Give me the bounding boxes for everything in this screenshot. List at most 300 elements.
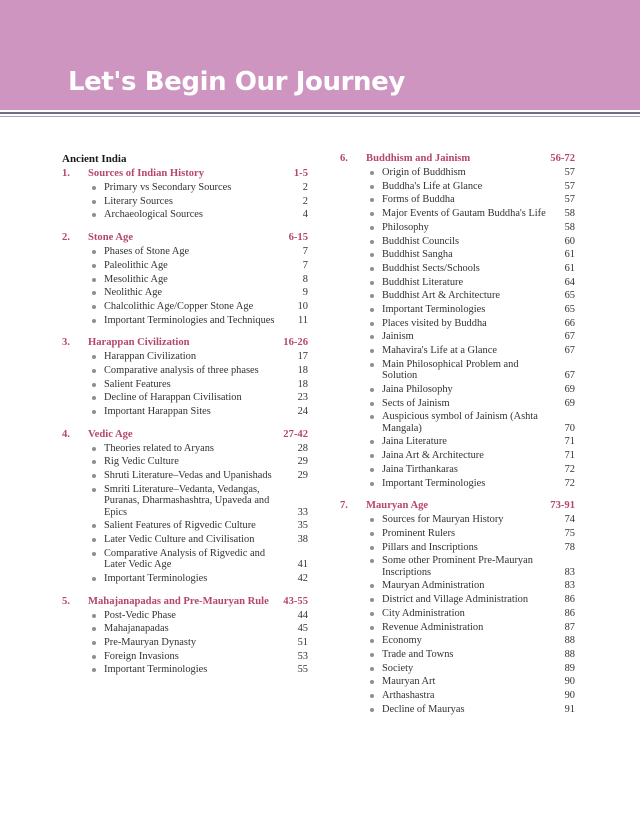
toc-entry[interactable]	[62, 272, 308, 286]
bullet-icon	[366, 411, 382, 423]
toc-entry-page: 89	[564, 662, 575, 674]
toc-entry[interactable]	[62, 636, 308, 650]
toc-entry[interactable]	[340, 193, 575, 207]
toc-entry-page: 67	[564, 370, 575, 382]
bullet-icon	[88, 379, 104, 391]
toc-entry-page: 72	[564, 477, 575, 489]
toc-entry-title: Jaina Art & Architecture	[382, 450, 484, 462]
toc-entry[interactable]	[340, 262, 575, 276]
toc-entry-page: 61	[564, 262, 575, 274]
toc-entry-page: 11	[297, 314, 308, 326]
toc-entry-title: Philosophy	[382, 221, 429, 233]
bullet-icon	[366, 542, 382, 554]
toc-entry-page: 41	[297, 559, 308, 571]
toc-entry-page: 29	[297, 470, 308, 482]
toc-entry[interactable]	[340, 579, 575, 593]
toc-entry[interactable]	[62, 378, 308, 392]
bullet-icon	[366, 167, 382, 179]
toc-entry-page: 60	[564, 235, 575, 247]
toc-entry-title: Comparative Analysis of Rigvedic and Later Vedic Age	[104, 547, 266, 571]
chapter-topic-list	[62, 442, 308, 586]
bullet-icon	[366, 181, 382, 193]
toc-entry-title: Main Philosophical Problem and Solution	[382, 358, 519, 382]
toc-entry-title: Important Terminologies	[382, 303, 486, 315]
toc-entry-title: Foreign Invasions	[104, 650, 179, 662]
chapter-number: 5.	[62, 595, 70, 607]
bullet-icon	[88, 456, 104, 468]
bullet-icon	[366, 249, 382, 261]
toc-entry[interactable]	[62, 442, 308, 456]
toc-entry-title: Shruti Literature–Vedas and Upanishads	[104, 470, 272, 482]
bullet-icon	[366, 384, 382, 396]
bullet-icon	[88, 274, 104, 286]
bullet-icon	[88, 651, 104, 663]
toc-entry-page: 74	[564, 514, 575, 526]
toc-entry[interactable]	[340, 166, 575, 180]
toc-entry[interactable]	[62, 364, 308, 378]
bullet-icon	[366, 528, 382, 540]
toc-entry[interactable]	[62, 245, 308, 259]
chapter-topic-list	[340, 166, 575, 490]
bullet-icon	[88, 637, 104, 649]
toc-entry-page: 55	[297, 664, 308, 676]
toc-entry-page: 69	[564, 397, 575, 409]
toc-entry-title: Jaina Tirthankaras	[382, 463, 458, 475]
toc-chapter	[62, 336, 308, 418]
toc-entry[interactable]	[62, 519, 308, 533]
toc-entry[interactable]	[340, 289, 575, 303]
bullet-icon	[366, 514, 382, 526]
toc-entry-title: Revenue Administration	[382, 621, 484, 633]
toc-entry[interactable]	[62, 405, 308, 419]
toc-entry[interactable]	[62, 195, 308, 209]
toc-entry-page: 29	[297, 456, 308, 468]
toc-entry-page: 38	[297, 534, 308, 546]
bullet-icon	[88, 392, 104, 404]
toc-entry-page: 65	[564, 290, 575, 302]
toc-entry[interactable]	[340, 513, 575, 527]
chapter-page-range: 56-72	[550, 153, 575, 164]
bullet-icon	[88, 246, 104, 258]
bullet-icon	[366, 649, 382, 661]
toc-entry-page: 87	[564, 621, 575, 633]
bullet-icon	[366, 263, 382, 275]
toc-entry-page: 24	[297, 406, 308, 418]
toc-entry-title: Decline of Harappan Civilisation	[104, 392, 242, 404]
toc-entry[interactable]	[62, 650, 308, 664]
bullet-icon	[88, 534, 104, 546]
chapter-title: Sources of Indian History	[88, 168, 205, 179]
toc-entry-title: Smriti Literature–Vedanta, Vedangas, Puranas, Dharmashashtra, Upaveda and Epics	[104, 483, 270, 518]
chapter-heading[interactable]	[340, 152, 575, 165]
chapter-title: Mahajanapadas and Pre-Mauryan Rule	[88, 595, 269, 607]
toc-entry-title: Decline of Mauryas	[382, 703, 465, 715]
toc-entry[interactable]	[62, 391, 308, 405]
toc-entry-title: Harappan Civilization	[104, 351, 197, 363]
bullet-icon	[366, 608, 382, 620]
toc-entry[interactable]	[62, 208, 308, 222]
bullet-icon	[88, 287, 104, 299]
chapter-number: 6.	[340, 153, 348, 164]
toc-entry[interactable]	[340, 634, 575, 648]
toc-entry-title: Places visited by Buddha	[382, 317, 487, 329]
bullet-icon	[366, 236, 382, 248]
bullet-icon	[88, 301, 104, 313]
toc-entry-page: 23	[297, 392, 308, 404]
chapter-topic-list	[62, 181, 308, 222]
toc-entry-page: 88	[564, 648, 575, 660]
toc-entry-page: 2	[302, 182, 308, 194]
toc-entry[interactable]	[340, 593, 575, 607]
toc-entry[interactable]	[340, 410, 575, 435]
toc-entry[interactable]	[62, 572, 308, 586]
toc-entry-page: 67	[564, 331, 575, 343]
bullet-icon	[366, 318, 382, 330]
toc-entry[interactable]	[340, 703, 575, 717]
toc-entry-page: 71	[564, 450, 575, 462]
chapter-page-range: 16-26	[283, 337, 308, 349]
toc-entry-title: Jaina Philosophy	[382, 383, 453, 395]
toc-entry-title: Chalcolithic Age/Copper Stone Age	[104, 300, 254, 312]
toc-entry[interactable]	[340, 180, 575, 194]
chapter-number: 2.	[62, 232, 70, 244]
toc-entry-page: 44	[297, 609, 308, 621]
chapter-topic-list	[62, 350, 308, 418]
chapter-title: Stone Age	[88, 232, 134, 244]
bullet-icon	[88, 196, 104, 208]
toc-entry-page: 58	[564, 208, 575, 220]
bullet-icon	[88, 664, 104, 676]
toc-entry[interactable]	[62, 483, 308, 520]
toc-entry-title: Society	[382, 662, 414, 674]
header-divider-thin	[0, 116, 640, 117]
chapter-number: 4.	[62, 428, 70, 440]
toc-entry[interactable]	[62, 663, 308, 677]
header-divider	[0, 112, 640, 114]
toc-entry[interactable]	[62, 547, 308, 572]
toc-entry-page: 57	[564, 180, 575, 192]
toc-chapter	[340, 152, 575, 490]
toc-entry-page: 28	[297, 442, 308, 454]
toc-entry[interactable]	[340, 554, 575, 579]
bullet-icon	[88, 443, 104, 455]
toc-entry[interactable]	[62, 350, 308, 364]
toc-entry-page: 71	[564, 436, 575, 448]
toc-entry[interactable]	[62, 181, 308, 195]
header-banner	[0, 0, 640, 110]
bullet-icon	[366, 594, 382, 606]
toc-entry-title: Pillars and Inscriptions	[382, 541, 478, 553]
toc-entry-page: 86	[564, 594, 575, 606]
toc-entry[interactable]	[340, 620, 575, 634]
bullet-icon	[366, 222, 382, 234]
toc-entry-page: 72	[564, 463, 575, 475]
toc-entry-page: 70	[564, 422, 575, 434]
toc-entry[interactable]	[62, 259, 308, 273]
toc-entry-page: 7	[302, 246, 308, 258]
toc-chapter	[62, 595, 308, 677]
toc-entry-title: Rig Vedic Culture	[104, 456, 179, 468]
toc-entry[interactable]	[340, 527, 575, 541]
toc-entry-title: Buddha's Life at Glance	[382, 180, 483, 192]
toc-entry-page: 91	[564, 703, 575, 715]
chapter-number: 3.	[62, 337, 70, 349]
bullet-icon	[366, 478, 382, 490]
toc-entry[interactable]	[62, 622, 308, 636]
bullet-icon	[88, 470, 104, 482]
toc-entry[interactable]	[340, 344, 575, 358]
toc-entry-title: Origin of Buddhism	[382, 167, 466, 179]
toc-entry-title: Later Vedic Culture and Civilisation	[104, 534, 255, 546]
toc-entry-title: Buddhist Art & Architecture	[382, 290, 501, 302]
toc-entry-title: Literary Sources	[104, 195, 173, 207]
bullet-icon	[366, 359, 382, 371]
toc-entry-title: Post-Vedic Phase	[104, 609, 176, 621]
toc-column-left	[62, 152, 308, 686]
toc-entry-title: Arthashastra	[382, 689, 435, 701]
toc-entry-title: Comparative analysis of three phases	[104, 364, 259, 376]
chapter-topic-list	[340, 513, 575, 716]
toc-entry[interactable]	[62, 533, 308, 547]
toc-entry-title: Neolithic Age	[104, 287, 163, 299]
toc-entry-title: Mesolithic Age	[104, 273, 168, 285]
bullet-icon	[88, 623, 104, 635]
toc-entry[interactable]	[340, 397, 575, 411]
toc-entry[interactable]	[340, 541, 575, 555]
toc-entry-title: Mauryan Art	[382, 676, 436, 688]
chapter-heading[interactable]	[62, 167, 308, 180]
toc-entry-page: 57	[564, 194, 575, 206]
bullet-icon	[366, 277, 382, 289]
toc-entry-title: Sources for Mauryan History	[382, 514, 504, 526]
bullet-icon	[366, 580, 382, 592]
bullet-icon	[88, 406, 104, 418]
toc-entry-title: Buddhist Sects/Schools	[382, 262, 480, 274]
toc-entry-page: 69	[564, 383, 575, 395]
bullet-icon	[366, 690, 382, 702]
toc-entry-page: 83	[564, 566, 575, 578]
toc-entry-title: Some other Prominent Pre-Mauryan Inscriptions	[382, 555, 533, 578]
chapter-number: 1.	[62, 168, 70, 179]
toc-entry-title: Buddhist Literature	[382, 276, 464, 288]
bullet-icon	[366, 290, 382, 302]
chapter-page-range: 6-15	[288, 232, 308, 244]
toc-entry-title: Buddhist Sangha	[382, 249, 453, 261]
toc-entry[interactable]	[62, 609, 308, 623]
chapter-title: Vedic Age	[88, 428, 133, 440]
toc-entry-page: 86	[564, 607, 575, 619]
toc-entry[interactable]	[340, 207, 575, 221]
toc-entry-page: 64	[564, 276, 575, 288]
section-title: Ancient India	[62, 153, 127, 165]
toc-entry-page: 53	[297, 650, 308, 662]
toc-entry-page: 7	[302, 259, 308, 271]
toc-entry-page: 66	[564, 317, 575, 329]
toc-entry-title: Phases of Stone Age	[104, 246, 190, 258]
toc-entry[interactable]	[340, 449, 575, 463]
toc-entry-page: 61	[564, 249, 575, 261]
toc-entry[interactable]	[340, 383, 575, 397]
bullet-icon	[366, 345, 382, 357]
toc-column-right	[340, 152, 575, 725]
bullet-icon	[366, 436, 382, 448]
toc-entry-title: Salient Features	[104, 378, 171, 390]
toc-entry-title: Paleolithic Age	[104, 259, 168, 271]
toc-entry-page: 88	[564, 635, 575, 647]
chapter-topic-list	[62, 245, 308, 327]
bullet-icon	[366, 331, 382, 343]
bullet-icon	[366, 704, 382, 716]
toc-entry[interactable]	[340, 689, 575, 703]
toc-entry[interactable]	[340, 303, 575, 317]
toc-entry[interactable]	[340, 476, 575, 490]
toc-entry-page: 9	[302, 287, 308, 299]
toc-entry-page: 75	[564, 527, 575, 539]
toc-entry-page: 57	[564, 167, 575, 179]
toc-entry-title: Jaina Literature	[382, 436, 447, 448]
toc-chapter	[62, 231, 308, 327]
toc-entry-title: Theories related to Aryans	[104, 442, 214, 454]
bullet-icon	[366, 194, 382, 206]
toc-entry-title: Important Terminologies and Techniques	[104, 314, 275, 326]
bullet-icon	[88, 548, 104, 560]
bullet-icon	[88, 610, 104, 622]
toc-entry-title: Mauryan Administration	[382, 580, 485, 592]
toc-entry[interactable]	[62, 455, 308, 469]
toc-entry-title: Primary vs Secondary Sources	[104, 182, 232, 194]
toc-entry-page: 8	[302, 273, 308, 285]
toc-entry-title: Jainism	[382, 331, 414, 343]
toc-entry-page: 17	[297, 351, 308, 363]
chapter-heading[interactable]	[62, 595, 308, 608]
toc-entry[interactable]	[340, 317, 575, 331]
chapter-heading[interactable]	[62, 336, 308, 349]
toc-entry-page: 35	[297, 520, 308, 532]
toc-entry-page: 4	[302, 209, 308, 221]
bullet-icon	[366, 635, 382, 647]
bullet-icon	[88, 573, 104, 585]
chapter-page-range: 73-91	[550, 500, 575, 512]
chapter-page-range: 27-42	[283, 428, 308, 440]
toc-chapter	[62, 428, 308, 586]
toc-entry-page: 83	[564, 580, 575, 592]
toc-chapter	[62, 167, 308, 222]
toc-entry[interactable]	[340, 662, 575, 676]
toc-entry-page: 58	[564, 221, 575, 233]
toc-entry-title: Prominent Rulers	[382, 527, 456, 539]
toc-entry-page: 45	[297, 623, 308, 635]
toc-entry-page: 67	[564, 345, 575, 357]
bullet-icon	[88, 484, 104, 496]
toc-entry[interactable]	[62, 286, 308, 300]
page-title: Let's Begin Our Journey	[68, 67, 405, 97]
toc-entry[interactable]	[340, 463, 575, 477]
bullet-icon	[88, 182, 104, 194]
bullet-icon	[88, 520, 104, 532]
chapter-title: Mauryan Age	[366, 500, 429, 512]
bullet-icon	[366, 676, 382, 688]
toc-entry-title: Major Events of Gautam Buddha's Life	[382, 208, 546, 220]
chapter-heading[interactable]	[62, 231, 308, 244]
toc-entry-page: 90	[564, 689, 575, 701]
bullet-icon	[366, 464, 382, 476]
toc-entry-page: 65	[564, 303, 575, 315]
toc-entry[interactable]	[340, 221, 575, 235]
bullet-icon	[88, 315, 104, 327]
chapter-heading[interactable]	[62, 428, 308, 441]
bullet-icon	[366, 450, 382, 462]
chapter-title: Harappan Civilization	[88, 337, 190, 349]
toc-entry-title: Important Terminologies	[382, 477, 486, 489]
toc-entry-page: 33	[297, 506, 308, 518]
toc-entry-title: Pre-Mauryan Dynasty	[104, 637, 197, 649]
bullet-icon	[366, 622, 382, 634]
toc-entry-page: 10	[297, 300, 308, 312]
bullet-icon	[366, 208, 382, 220]
bullet-icon	[88, 260, 104, 272]
toc-entry-title: Mahavira's Life at a Glance	[382, 345, 497, 357]
toc-entry-title: Auspicious symbol of Jainism (Ashta Mangala)	[382, 411, 538, 434]
toc-entry[interactable]	[340, 435, 575, 449]
toc-entry-title: Salient Features of Rigvedic Culture	[104, 520, 256, 532]
toc-entry[interactable]	[62, 314, 308, 328]
toc-entry-page: 2	[302, 195, 308, 207]
toc-entry-title: City Administration	[382, 607, 465, 619]
toc-entry-title: Mahajanapadas	[104, 623, 169, 635]
toc-entry-page: 90	[564, 676, 575, 688]
toc-entry[interactable]	[340, 358, 575, 383]
bullet-icon	[88, 351, 104, 363]
toc-entry[interactable]	[340, 607, 575, 621]
chapter-topic-list	[62, 609, 308, 677]
bullet-icon	[88, 209, 104, 221]
toc-entry-page: 18	[297, 378, 308, 390]
toc-entry-title: Archaeological Sources	[104, 209, 203, 221]
bullet-icon	[366, 663, 382, 675]
toc-entry-page: 51	[297, 637, 308, 649]
toc-entry-title: Buddhist Councils	[382, 235, 460, 247]
toc-entry-title: Trade and Towns	[382, 648, 454, 660]
toc-entry-title: Economy	[382, 635, 422, 647]
toc-entry[interactable]	[62, 300, 308, 314]
toc-entry-title: Sects of Jainism	[382, 397, 450, 409]
chapter-page-range: 43-55	[283, 595, 308, 607]
toc-entry[interactable]	[340, 276, 575, 290]
chapter-heading[interactable]	[340, 499, 575, 512]
bullet-icon	[366, 555, 382, 567]
toc-entry-title: Important Harappan Sites	[104, 406, 211, 418]
toc-entry[interactable]	[340, 248, 575, 262]
toc-entry-page: 18	[297, 364, 308, 376]
bullet-icon	[366, 398, 382, 410]
toc-entry-title: Important Terminologies	[104, 573, 208, 585]
toc-chapter	[340, 499, 575, 716]
toc-entry[interactable]	[340, 234, 575, 248]
toc-entry[interactable]	[340, 675, 575, 689]
toc-entry[interactable]	[62, 469, 308, 483]
toc-entry-page: 42	[297, 573, 308, 585]
chapter-number: 7.	[340, 500, 348, 512]
toc-entry-page: 78	[564, 541, 575, 553]
bullet-icon	[88, 365, 104, 377]
chapter-page-range: 1-5	[293, 168, 308, 179]
toc-entry-title: District and Village Administration	[382, 594, 529, 606]
toc-entry-title: Forms of Buddha	[382, 194, 455, 206]
chapter-title: Buddhism and Jainism	[366, 153, 471, 164]
toc-entry[interactable]	[340, 648, 575, 662]
bullet-icon	[366, 304, 382, 316]
toc-entry[interactable]	[340, 330, 575, 344]
